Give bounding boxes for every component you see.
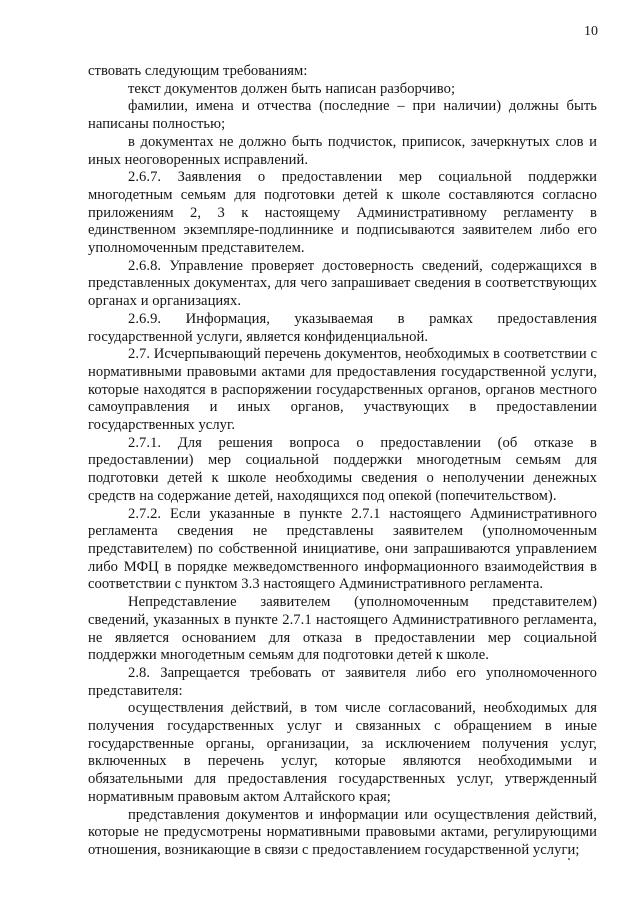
paragraph-2-7-2: 2.7.2. Если указанные в пункте 2.7.1 настоящего Административного регламента сведения не представлены заявителем (уполномоченным представителем) по собственной инициативе, они запрашиваются управлением либо МФЦ в порядке межведомственного информационного взаимодействия в соответствии с пунктом 3.3 настоящего Административного регламента. [88, 505, 597, 593]
paragraph-2-8-documents: представления документов и информации или осуществления действий, которые не предусмотрены нормативными правовыми актами, регулирующими отношения, возникающие в связи с предоставлением государственной услуги; [88, 806, 597, 858]
page-number: 10 [584, 24, 598, 39]
document-body [88, 63, 597, 860]
paragraph-continuation: ствовать следующим требованиям: [88, 63, 308, 79]
paragraph-2-6-8: 2.6.8. Управление проверяет достоверность сведений, содержащихся в представленных документах, для чего запрашивает сведения в соответствующих органах и организациях. [88, 257, 597, 310]
paragraph-requirement-full-names: фамилии, имена и отчества (последние – при наличии) должны быть написаны полностью; [88, 98, 597, 133]
paragraph-2-7: 2.7. Исчерпывающий перечень документов, необходимых в соответствии с нормативными правовыми актами для предоставления государственной услуги, которые находятся в распоряжении государственных органов, органов местного самоуправления и иных органов, участвующих в предоставлении государственных услуг. [88, 346, 597, 434]
paragraph-2-6-9: 2.6.9. Информация, указываемая в рамках предоставления государственной услуги, является конфиденциальной. [88, 310, 597, 345]
paragraph-2-8-actions: осуществления действий, в том числе согласований, необходимых для получения государственных услуг и связанных с обращением в иные государственные органы, организации, за исключением получения услуг, включенных в перечень услуг, которые являются необходимыми и обязательными для предоставления государственных услуг, утвержденный нормативным правовым актом Алтайского края; [88, 700, 597, 805]
paragraph-requirement-legible: текст документов должен быть написан разборчиво; [128, 80, 456, 97]
paragraph-requirement-no-corrections: в документах не должно быть подчисток, приписок, зачеркнутых слов и иных неоговоренных исправлений. [88, 133, 597, 168]
paragraph-2-8: 2.8. Запрещается требовать от заявителя либо его уполномоченного представителя: [88, 664, 597, 699]
scan-speck [568, 858, 570, 860]
paragraph-2-7-1: 2.7.1. Для решения вопроса о предоставлении (об отказе в предоставлении) мер социальной поддержки многодетным семьям для подготовки детей к школе необходимы сведения о неполучении денежных средств на содержание детей, находящихся под опекой (попечительством). [88, 434, 597, 504]
paragraph-non-submission: Непредставление заявителем (уполномоченным представителем) сведений, указанных в пункте 2.7.1 настоящего Административного регламента, не является основанием для отказа в предоставлении мер социальной поддержки многодетным семьям для подготовки детей к школе. [88, 594, 597, 664]
paragraph-2-6-7: 2.6.7. Заявления о предоставлении мер социальной поддержки многодетным семьям для подготовки детей к школе составляются согласно приложениям 2, 3 к настоящему Административному регламенту в единственном экземпляре-подлиннике и подписываются заявителем либо его уполномоченным представителем. [88, 169, 597, 257]
